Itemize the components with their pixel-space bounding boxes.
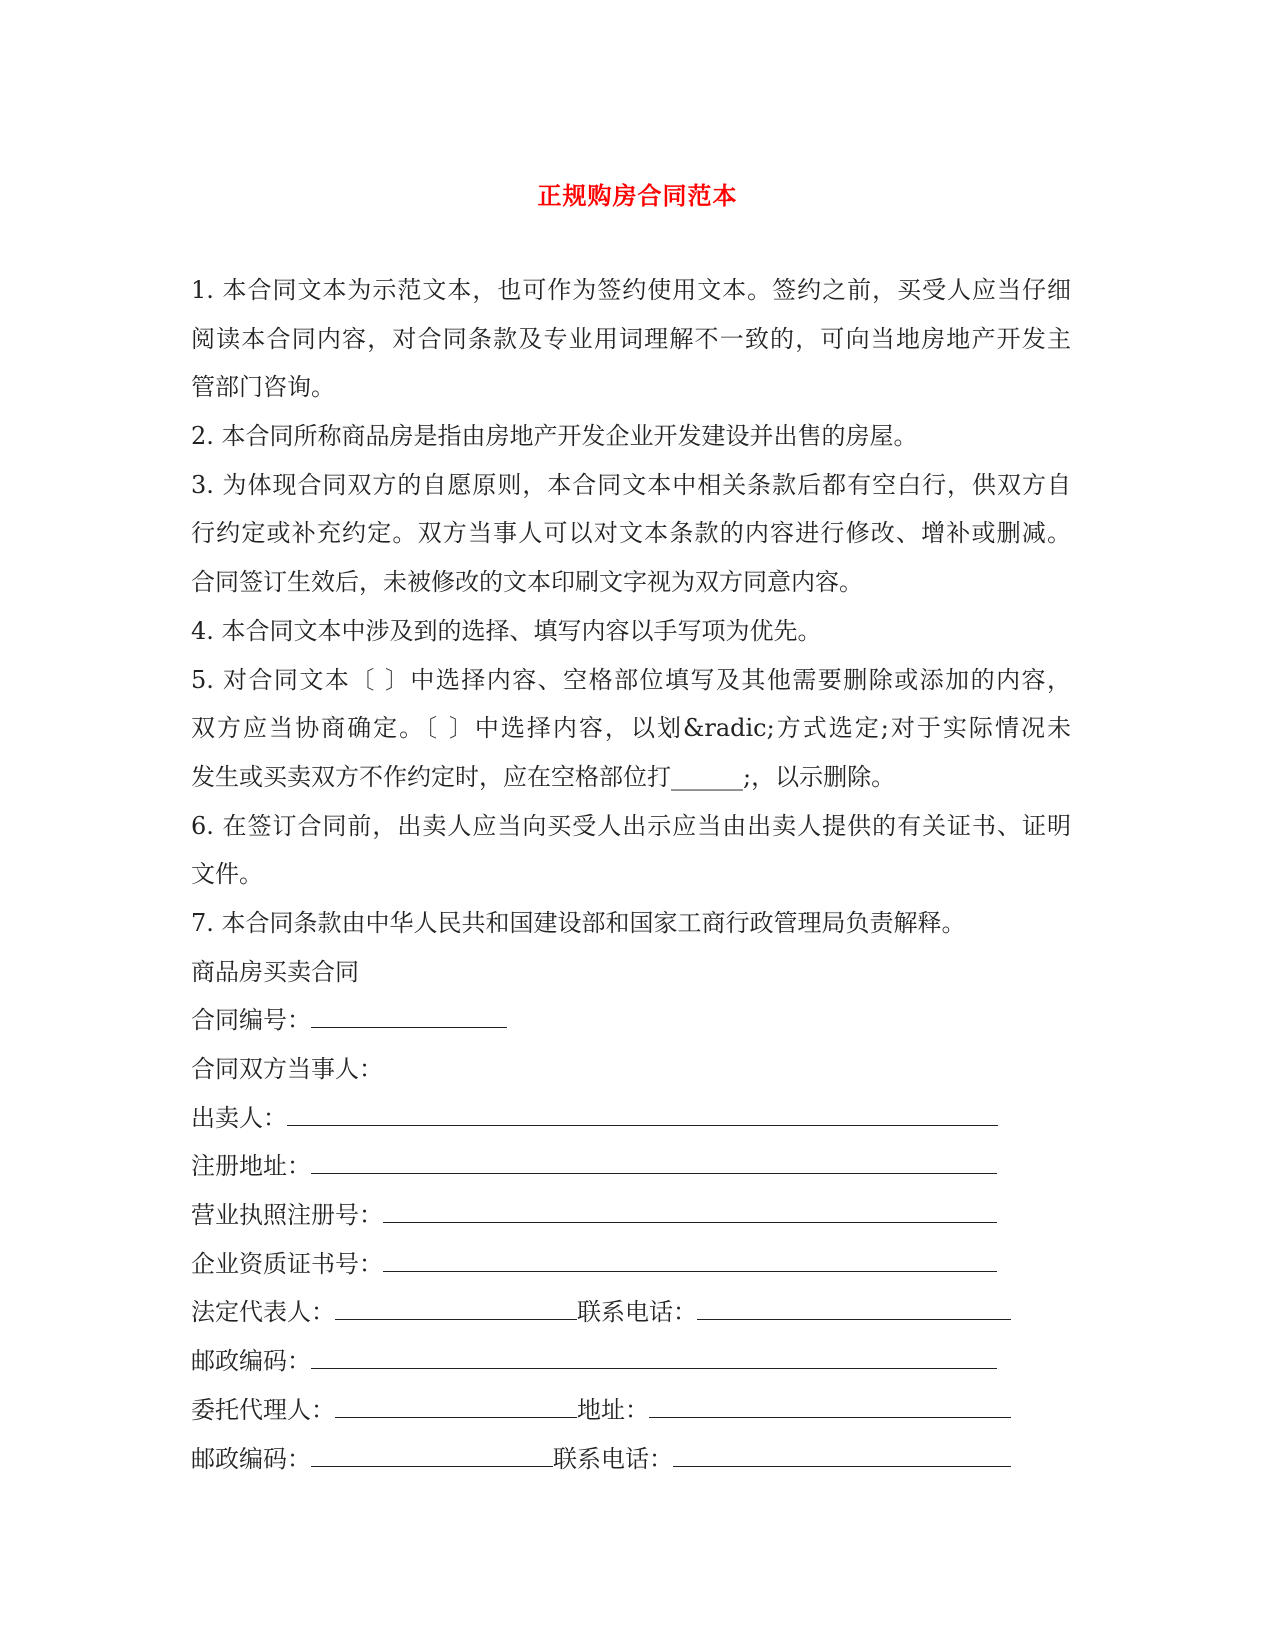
- section-heading: 商品房买卖合同: [191, 957, 359, 986]
- seller-blank[interactable]: [287, 1103, 998, 1126]
- address-blank[interactable]: [649, 1395, 1011, 1418]
- paragraph-line: 文件。: [191, 860, 263, 889]
- contract-number-row: [191, 996, 1071, 1045]
- paragraph-line: 阅读本合同内容，对合同条款及专业用词理解不一致的，可向当地房地产开发主: [191, 324, 1071, 353]
- field-label: 联系电话：: [577, 1298, 697, 1327]
- postcode-blank[interactable]: [311, 1346, 997, 1369]
- paragraph-line: 1. 本合同文本为示范文本，也可作为签约使用文本。签约之前，买受人应当仔细: [191, 276, 1071, 304]
- postcode-phone-row: [191, 1435, 1071, 1484]
- paragraph-line: 2. 本合同所称商品房是指由房地产开发企业开发建设并出售的房屋。: [191, 422, 918, 451]
- field-label: 联系电话：: [553, 1444, 673, 1473]
- paragraph-line: 发生或买卖双方不作约定时，应在空格部位打______;，以示删除。: [191, 762, 896, 791]
- document-body: [191, 266, 1071, 1483]
- paragraph-line: 5. 对合同文本〔 〕中选择内容、空格部位填写及其他需要删除或添加的内容，: [191, 665, 1071, 694]
- postcode-row: [191, 1337, 1071, 1386]
- qualification-blank[interactable]: [383, 1249, 997, 1272]
- qualification-row: [191, 1240, 1071, 1289]
- field-label: 地址：: [577, 1395, 649, 1424]
- field-label: 邮政编码：: [191, 1444, 311, 1473]
- paragraph-line: 双方应当协商确定。〔 〕中选择内容，以划&radic;方式选定;对于实际情况未: [191, 714, 1071, 743]
- postcode-2-blank[interactable]: [311, 1444, 553, 1467]
- agent-row: [191, 1386, 1071, 1435]
- field-label: 出卖人：: [191, 1103, 287, 1132]
- legal-rep-blank[interactable]: [335, 1297, 577, 1320]
- paragraph-line: 管部门咨询。: [191, 373, 335, 402]
- paragraph-line: 行约定或补充约定。双方当事人可以对文本条款的内容进行修改、增补或删减。: [191, 519, 1071, 548]
- legal-rep-row: [191, 1288, 1071, 1337]
- paragraph-line: 4. 本合同文本中涉及到的选择、填写内容以手写项为优先。: [191, 616, 822, 645]
- paragraph-line: 6. 在签订合同前，出卖人应当向买受人出示应当由出卖人提供的有关证书、证明: [191, 811, 1071, 840]
- field-label: 合同编号：: [191, 1006, 311, 1035]
- contract-number-blank[interactable]: [311, 1005, 507, 1028]
- field-label: 委托代理人：: [191, 1395, 335, 1424]
- paragraph-line: 3. 为体现合同双方的自愿原则，本合同文本中相关条款后都有空白行，供双方自: [191, 470, 1071, 499]
- paragraph-line: 合同签订生效后，未被修改的文本印刷文字视为双方同意内容。: [191, 568, 863, 597]
- field-label: 营业执照注册号：: [191, 1201, 383, 1230]
- field-label: 注册地址：: [191, 1152, 311, 1181]
- field-label: 邮政编码：: [191, 1347, 311, 1376]
- field-label: 法定代表人：: [191, 1298, 335, 1327]
- agent-blank[interactable]: [335, 1395, 577, 1418]
- parties-heading: 合同双方当事人：: [191, 1055, 383, 1083]
- reg-address-blank[interactable]: [311, 1151, 997, 1174]
- phone-blank[interactable]: [697, 1297, 1011, 1320]
- reg-address-row: [191, 1142, 1071, 1191]
- field-label: 企业资质证书号：: [191, 1249, 383, 1278]
- paragraph-line: 7. 本合同条款由中华人民共和国建设部和国家工商行政管理局负责解释。: [191, 908, 966, 937]
- license-row: [191, 1191, 1071, 1240]
- seller-row: [191, 1094, 1071, 1143]
- license-blank[interactable]: [383, 1200, 997, 1223]
- document-title: 正规购房合同范本: [537, 181, 738, 210]
- phone-2-blank[interactable]: [673, 1444, 1011, 1467]
